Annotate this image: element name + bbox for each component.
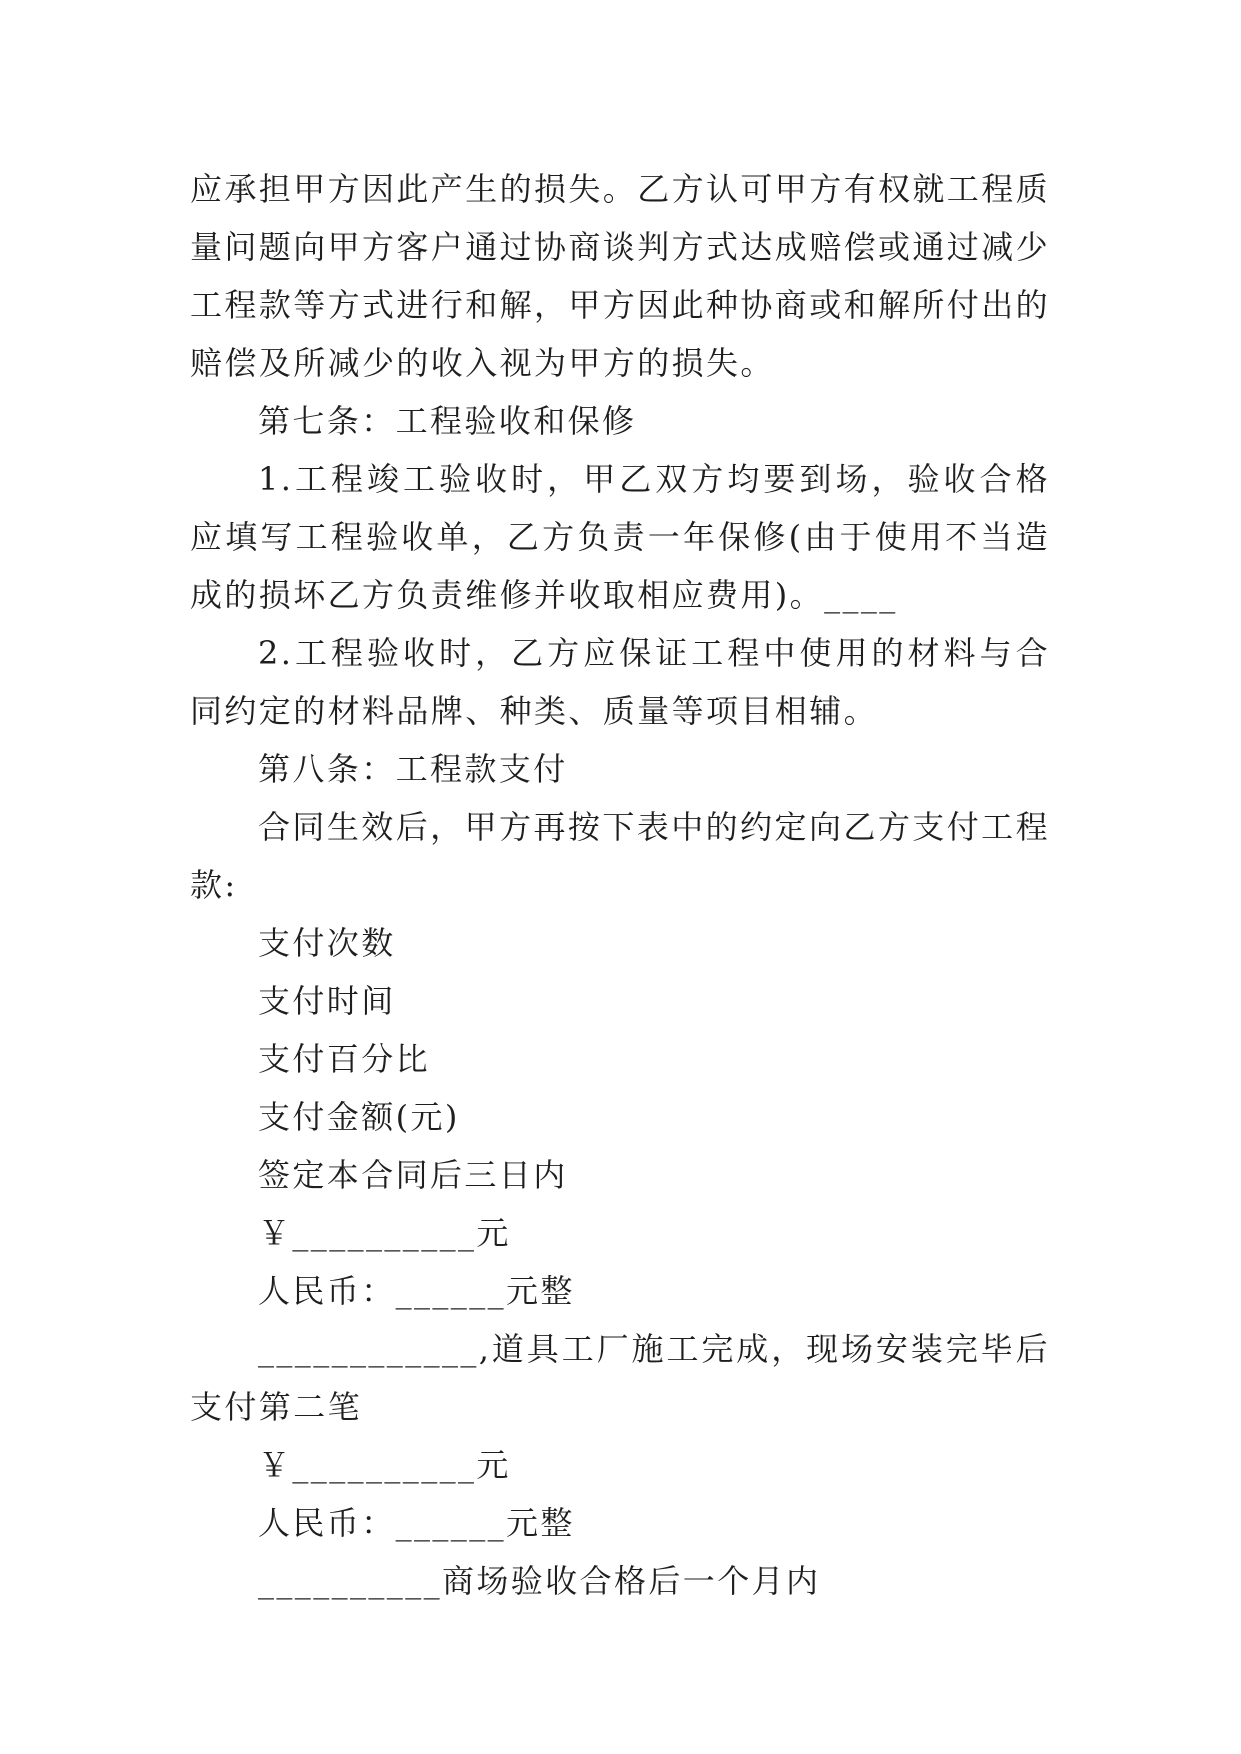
article-7-item-2: 2.工程验收时，乙方应保证工程中使用的材料与合同约定的材料品牌、种类、质量等项目相辅。 [190, 634, 1050, 730]
payment-header-percent: 支付百分比 [258, 1040, 431, 1078]
payment-3-time: __________商场验收合格后一个月内 [258, 1562, 821, 1600]
article-7-heading: 第七条：工程验收和保修 [258, 402, 637, 440]
payment-2-time: ____________,道具工厂施工完成，现场安装完毕后支付第二笔 [190, 1330, 1050, 1426]
payment-header-time: 支付时间 [258, 982, 396, 1020]
payment-intro: 合同生效后，甲方再按下表中的约定向乙方支付工程款: [190, 808, 1050, 904]
article-7-item-1: 1.工程竣工验收时，甲乙双方均要到场，验收合格应填写工程验收单，乙方负责一年保修(由于使用不当造成的损坏乙方负责维修并收取相应费用)。____ [190, 460, 1050, 614]
payment-header-count: 支付次数 [258, 924, 396, 962]
payment-1-time: 签定本合同后三日内 [258, 1156, 568, 1194]
payment-header-amount: 支付金额(元) [258, 1098, 460, 1136]
payment-1-rmb: 人民币：______元整 [258, 1272, 575, 1310]
payment-1-amount: ￥__________元 [258, 1214, 511, 1252]
paragraph-loss-clause: 应承担甲方因此产生的损失。乙方认可甲方有权就工程质量问题向甲方客户通过协商谈判方式达成赔偿或通过减少工程款等方式进行和解，甲方因此种协商或和解所付出的赔偿及所减少的收入视为甲方的损失。 [190, 170, 1051, 382]
document-body [190, 160, 1050, 1610]
payment-2-rmb: 人民币：______元整 [258, 1504, 575, 1542]
payment-2-amount: ￥__________元 [258, 1446, 511, 1484]
article-8-heading: 第八条：工程款支付 [258, 750, 568, 788]
